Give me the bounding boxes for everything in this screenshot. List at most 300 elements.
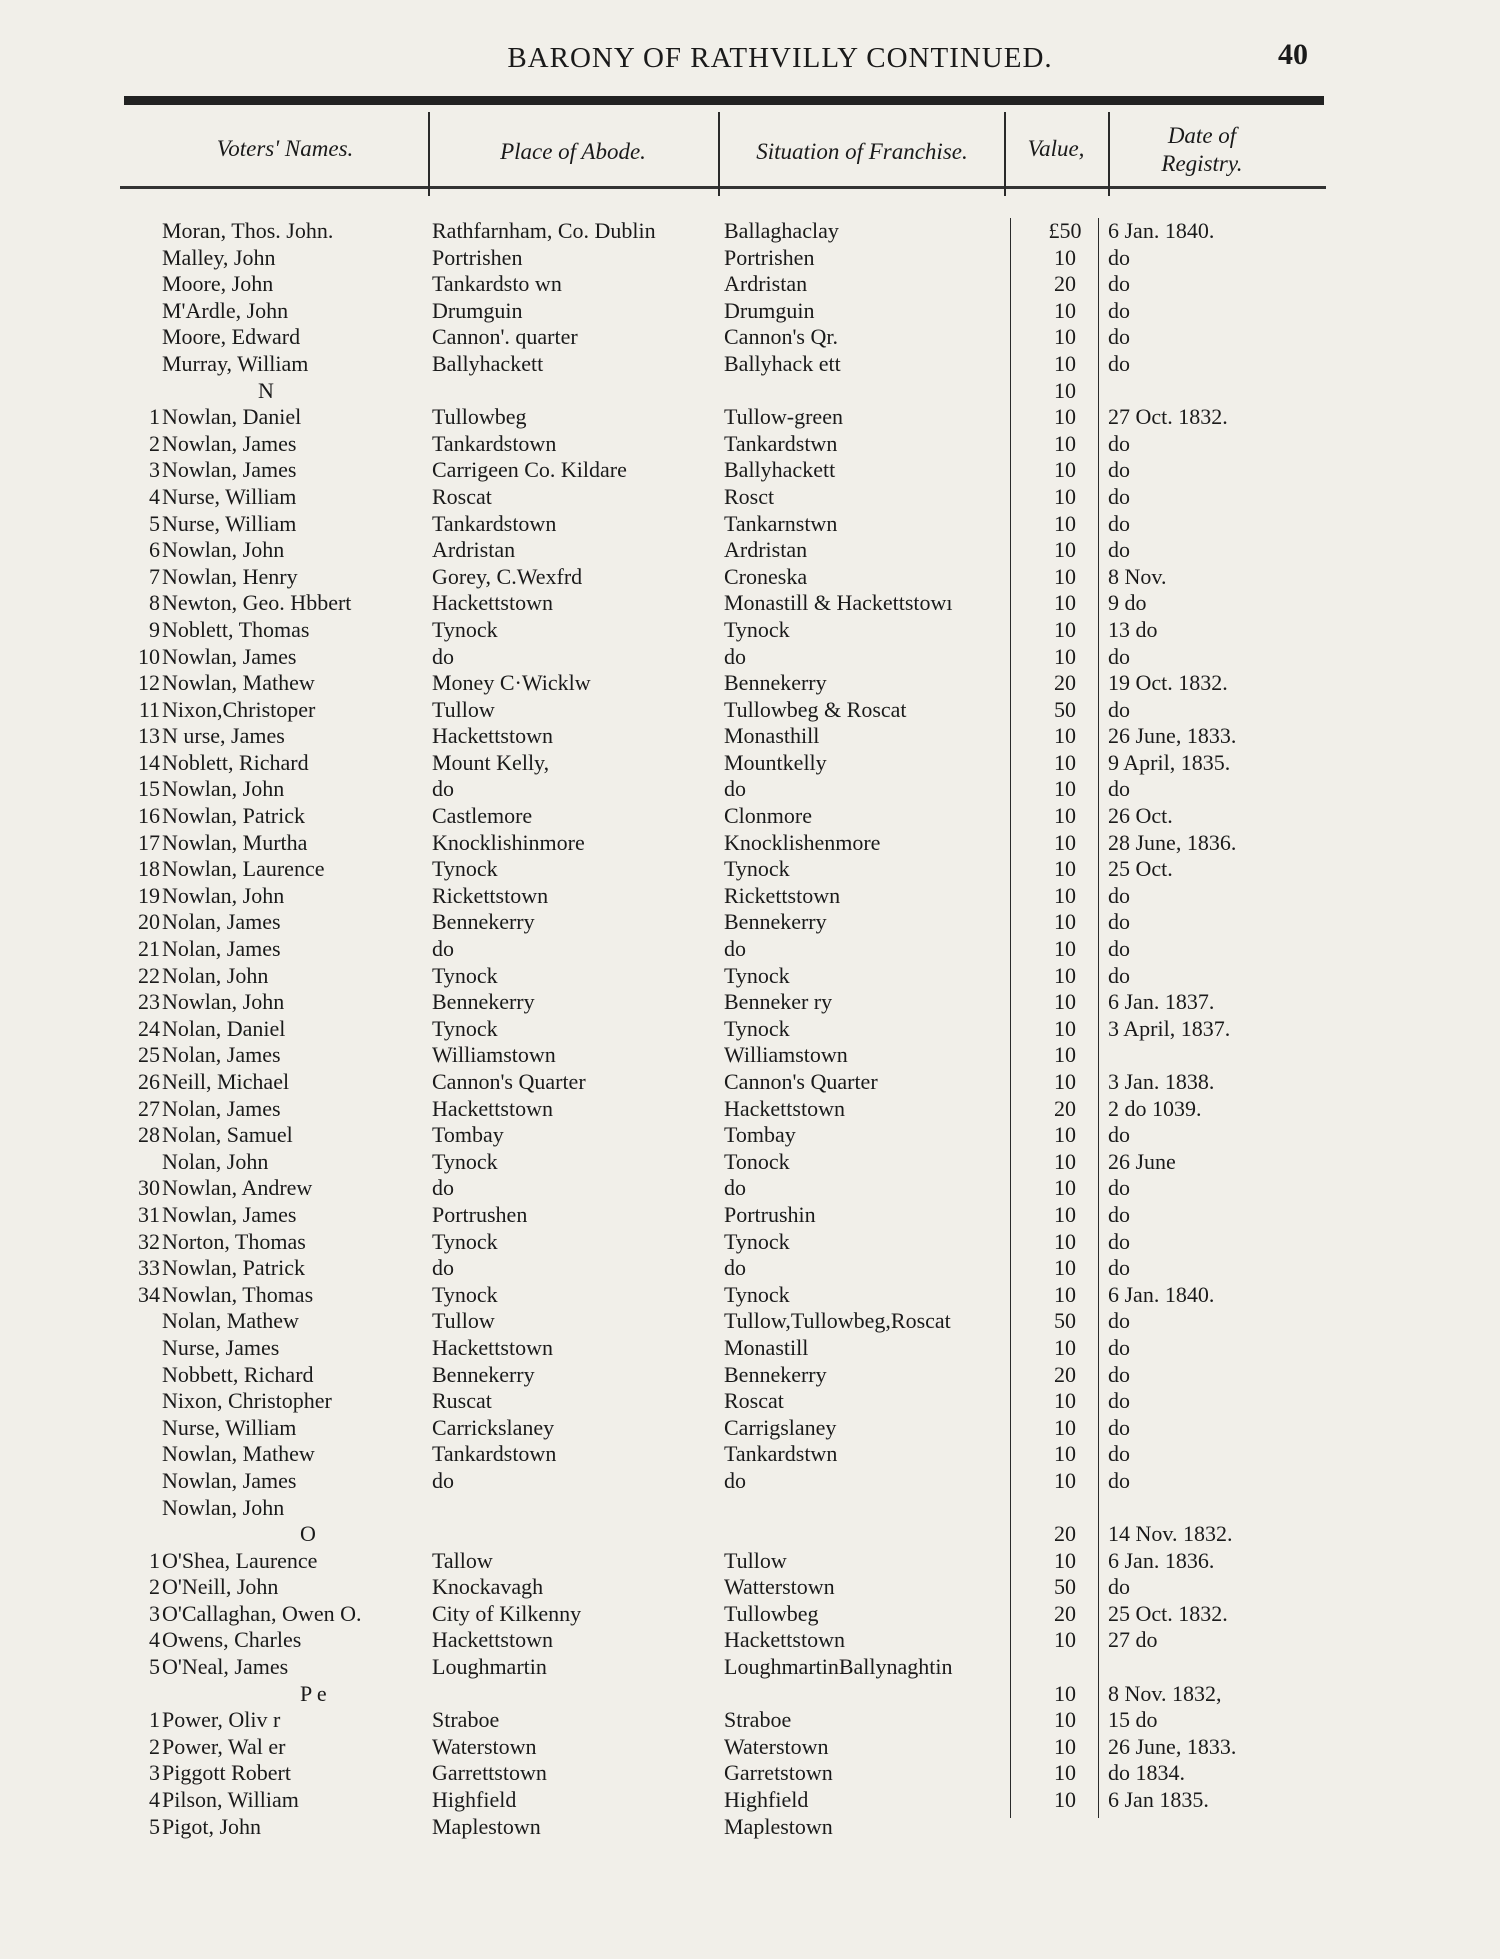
voter-number: 23 <box>138 989 160 1015</box>
voter-number: 2 <box>149 1574 160 1600</box>
voter-name: Nolan, Daniel <box>162 1015 286 1041</box>
voter-row <box>0 1149 1500 1176</box>
place-of-abode: Tankardstown <box>432 510 557 536</box>
voter-row <box>0 1069 1500 1096</box>
voter-row <box>0 617 1500 644</box>
franchise-value: 10 <box>1054 829 1076 855</box>
place-of-abode: Rathfarnham, Co. Dublin <box>432 218 656 243</box>
voter-name: Nurse, James <box>162 1334 280 1360</box>
voter-number: 30 <box>138 1175 160 1201</box>
franchise-situation: Waterstown <box>724 1733 829 1759</box>
voter-name: Nixon,Christoper <box>162 696 316 722</box>
voter-number: 2 <box>149 1733 160 1759</box>
place-of-abode: Portrushen <box>432 1201 528 1227</box>
registry-date: do <box>1108 350 1130 376</box>
franchise-situation: Hackettstown <box>724 1095 845 1121</box>
registry-date: do <box>1108 1467 1130 1493</box>
voter-name: Moran, Thos. John. <box>162 218 334 243</box>
franchise-value: 10 <box>1054 1201 1076 1227</box>
registry-date: 25 Oct. 1832. <box>1108 1600 1228 1626</box>
voter-number: 4 <box>149 1627 160 1653</box>
voter-name: Nowlan, Murtha <box>162 829 308 855</box>
voter-row <box>0 670 1500 697</box>
voter-name: Nolan, James <box>162 1042 281 1068</box>
franchise-value: 10 <box>1054 1733 1076 1759</box>
franchise-situation: do <box>724 776 746 802</box>
voter-number: 1 <box>149 404 160 430</box>
franchise-value: 20 <box>1054 1600 1076 1626</box>
voter-name: Nowlan, Andrew <box>162 1175 313 1201</box>
voter-row <box>0 1574 1500 1601</box>
voter-name: O <box>300 1521 316 1547</box>
voter-name: Nobbett, Richard <box>162 1361 314 1387</box>
voter-row <box>0 723 1500 750</box>
voter-row <box>0 1255 1500 1282</box>
franchise-situation: Tullowbeg <box>724 1600 819 1626</box>
voter-name: Nixon, Christopher <box>162 1388 332 1414</box>
voter-row <box>0 830 1500 857</box>
voter-name: O'Neill, John <box>162 1574 279 1600</box>
registry-date: do <box>1108 776 1130 802</box>
franchise-situation: Tynock <box>724 616 790 642</box>
voter-row <box>0 1734 1500 1761</box>
franchise-value: 10 <box>1054 244 1076 270</box>
registry-date: do <box>1108 1361 1130 1387</box>
franchise-situation: Tombay <box>724 1122 796 1148</box>
place-of-abode: Ballyhackett <box>432 350 544 376</box>
voter-name: Nowlan, John <box>162 989 285 1015</box>
franchise-value: 50 <box>1054 1574 1076 1600</box>
franchise-situation: Tullow,Tullowbeg,Roscat <box>724 1308 951 1334</box>
registry-date: 28 June, 1836. <box>1108 829 1237 855</box>
registry-date: do <box>1108 1122 1130 1148</box>
franchise-situation: Monasthill <box>724 723 820 749</box>
voter-row <box>0 644 1500 671</box>
header-rule <box>120 186 1326 189</box>
franchise-value: 10 <box>1054 563 1076 589</box>
voter-name: Nurse, William <box>162 510 297 536</box>
section-letter-row <box>0 378 1500 405</box>
franchise-value: 10 <box>1054 909 1076 935</box>
registry-date: do <box>1108 1334 1130 1360</box>
franchise-value: 10 <box>1054 962 1076 988</box>
registry-date: do <box>1108 962 1130 988</box>
place-of-abode: Tynock <box>432 1228 498 1254</box>
voter-row <box>0 989 1500 1016</box>
voter-name: Norton, Thomas <box>162 1228 306 1254</box>
voter-row <box>0 1814 1500 1841</box>
registry-date: 6 Jan. 1836. <box>1108 1547 1215 1573</box>
franchise-value: 10 <box>1054 1414 1076 1440</box>
voter-number: 3 <box>149 1600 160 1626</box>
voter-row <box>0 697 1500 724</box>
voter-number: 7 <box>149 563 160 589</box>
voter-name: Owens, Charles <box>162 1627 302 1653</box>
voter-row <box>0 1362 1500 1389</box>
franchise-value: 10 <box>1054 1787 1076 1813</box>
voter-name: Piggott Robert <box>162 1760 291 1786</box>
voter-number: 34 <box>138 1281 160 1307</box>
registry-date: do <box>1108 483 1130 509</box>
voter-number: 4 <box>149 483 160 509</box>
place-of-abode: Drumguin <box>432 297 523 323</box>
place-of-abode: Tullow <box>432 696 495 722</box>
franchise-situation: Mountkelly <box>724 749 827 775</box>
voter-row <box>0 564 1500 591</box>
voter-number: 17 <box>138 829 160 855</box>
place-of-abode: Knocklishinmore <box>432 829 585 855</box>
franchise-value: 10 <box>1054 590 1076 616</box>
voter-row <box>0 484 1500 511</box>
voter-row <box>0 856 1500 883</box>
franchise-value: 10 <box>1054 457 1076 483</box>
franchise-value: 10 <box>1054 1228 1076 1254</box>
voter-name: Nowlan, John <box>162 776 285 802</box>
franchise-situation: Watterstown <box>724 1574 835 1600</box>
franchise-situation: Tynock <box>724 1015 790 1041</box>
registry-date: do <box>1108 537 1130 563</box>
franchise-value: 10 <box>1054 1334 1076 1360</box>
voter-name: Nolan, James <box>162 909 281 935</box>
franchise-situation: Ardristan <box>724 537 808 563</box>
franchise-value: 10 <box>1054 1760 1076 1786</box>
voter-number: 15 <box>138 776 160 802</box>
franchise-situation: Garretstown <box>724 1760 833 1786</box>
registry-date: 15 do <box>1108 1707 1158 1733</box>
place-of-abode: Hackettstown <box>432 723 553 749</box>
voter-name: Nowlan, Patrick <box>162 803 305 829</box>
voter-row <box>0 1468 1500 1495</box>
franchise-situation: Carrigslaney <box>724 1414 837 1440</box>
registry-date: do <box>1108 1388 1130 1414</box>
voter-name: Nowlan, James <box>162 1467 297 1493</box>
voter-number: 22 <box>138 962 160 988</box>
voter-name: Nowlan, Patrick <box>162 1255 305 1281</box>
voter-number: 5 <box>149 510 160 536</box>
franchise-value: 10 <box>1054 1015 1076 1041</box>
place-of-abode: do <box>432 776 454 802</box>
registry-date: do <box>1108 643 1130 669</box>
franchise-situation: Rickettstown <box>724 882 841 908</box>
voter-name: Nowlan, Mathew <box>162 1441 315 1467</box>
registry-date: 8 Nov. <box>1108 563 1167 589</box>
franchise-value: £50 <box>1048 218 1082 243</box>
voter-number: 6 <box>149 537 160 563</box>
franchise-value: 20 <box>1054 271 1076 297</box>
voter-number: 19 <box>138 882 160 908</box>
franchise-value: 10 <box>1054 616 1076 642</box>
registry-date: do <box>1108 696 1130 722</box>
voter-name: Nowlan, John <box>162 882 285 908</box>
voter-row <box>0 776 1500 803</box>
voter-name: Murray, William <box>162 350 309 376</box>
voter-number: 18 <box>138 856 160 882</box>
registry-date: do <box>1108 297 1130 323</box>
franchise-value: 10 <box>1054 1175 1076 1201</box>
header-value: Value, <box>1027 136 1085 161</box>
place-of-abode: Tankardsto wn <box>432 271 562 297</box>
place-of-abode: Tullowbeg <box>432 404 527 430</box>
franchise-situation: Tonock <box>724 1148 790 1174</box>
franchise-situation: Tullow <box>724 1547 787 1573</box>
registry-date: do <box>1108 1414 1130 1440</box>
voter-name: Malley, John <box>162 244 276 270</box>
voter-name: N <box>258 377 274 403</box>
place-of-abode: do <box>432 936 454 962</box>
franchise-value: 10 <box>1054 1069 1076 1094</box>
place-of-abode: Roscat <box>432 483 492 509</box>
voter-row <box>0 537 1500 564</box>
place-of-abode: Hackettstown <box>432 1334 553 1360</box>
franchise-value: 10 <box>1054 350 1076 376</box>
voter-number: 3 <box>149 1760 160 1786</box>
registry-date: 26 June, 1833. <box>1108 723 1237 749</box>
franchise-situation: Tynock <box>724 962 790 988</box>
voter-name: Nowlan, Laurence <box>162 856 325 882</box>
voter-row <box>0 1441 1500 1468</box>
franchise-value: 10 <box>1054 643 1076 669</box>
place-of-abode: Hackettstown <box>432 590 553 616</box>
voter-number: 11 <box>138 696 160 722</box>
franchise-situation: Ballyhack ett <box>724 350 841 376</box>
voter-row <box>0 1787 1500 1814</box>
franchise-value: 10 <box>1054 377 1076 403</box>
franchise-situation: Cannon's Qr. <box>724 324 838 350</box>
voter-row <box>0 1388 1500 1415</box>
registry-date: 9 do <box>1108 590 1147 616</box>
page-title: BARONY OF RATHVILLY CONTINUED. <box>507 42 1053 74</box>
registry-date: do <box>1108 1574 1130 1600</box>
page-number: 40 <box>1278 38 1308 71</box>
voter-row <box>0 1548 1500 1575</box>
voter-row <box>0 298 1500 325</box>
franchise-situation: Hackettstown <box>724 1627 845 1653</box>
voter-row <box>0 1308 1500 1335</box>
voter-number: 28 <box>138 1122 160 1148</box>
franchise-situation: Tynock <box>724 1281 790 1307</box>
voter-number: 24 <box>138 1015 160 1041</box>
franchise-value: 10 <box>1054 882 1076 908</box>
header-voters-names: Voters' Names. <box>216 136 354 161</box>
column-divider-date <box>1108 112 1110 196</box>
franchise-value: 10 <box>1054 803 1076 829</box>
registry-date: 14 Nov. 1832. <box>1108 1521 1233 1547</box>
voter-number: 1 <box>149 1547 160 1573</box>
voter-row <box>0 271 1500 298</box>
voter-row <box>0 457 1500 484</box>
franchise-situation: Rosct <box>724 483 775 509</box>
franchise-situation: Tynock <box>724 856 790 882</box>
registry-date: 3 April, 1837. <box>1108 1015 1231 1041</box>
place-of-abode: Mount Kelly, <box>432 749 550 775</box>
franchise-value: 10 <box>1054 723 1076 749</box>
franchise-situation: Benneker ry <box>724 989 833 1015</box>
voter-name: Nowlan, Daniel <box>162 404 302 430</box>
franchise-value: 10 <box>1054 936 1076 962</box>
voter-name: Nowlan, James <box>162 457 297 483</box>
registry-date: do <box>1108 882 1130 908</box>
place-of-abode: Straboe <box>432 1707 500 1733</box>
voter-row <box>0 1175 1500 1202</box>
voter-row <box>0 1042 1500 1069</box>
voter-row <box>0 1707 1500 1734</box>
column-divider-abode <box>428 112 430 196</box>
voter-row <box>0 1627 1500 1654</box>
voter-number: 5 <box>149 1654 160 1680</box>
franchise-value: 50 <box>1054 1308 1076 1334</box>
franchise-value: 10 <box>1054 510 1076 536</box>
registry-date: do <box>1108 244 1130 270</box>
franchise-value: 10 <box>1054 1627 1076 1653</box>
franchise-value: 50 <box>1054 696 1076 722</box>
voter-name: Nolan, John <box>162 1148 269 1174</box>
voter-number: 26 <box>138 1069 160 1094</box>
franchise-situation: do <box>724 1467 746 1493</box>
voter-row <box>0 324 1500 351</box>
voter-name: O'Shea, Laurence <box>162 1547 318 1573</box>
place-of-abode: Tankardstown <box>432 1441 557 1467</box>
voter-name: Nowlan, James <box>162 430 297 456</box>
voter-name: Nurse, William <box>162 1414 297 1440</box>
place-of-abode: do <box>432 1255 454 1281</box>
franchise-situation: Bennekerry <box>724 1361 827 1387</box>
registry-date: do <box>1108 1201 1130 1227</box>
franchise-value: 20 <box>1054 1095 1076 1121</box>
franchise-situation: Tankardstwn <box>724 1441 838 1467</box>
voter-name: Nolan, Mathew <box>162 1308 299 1334</box>
place-of-abode: Hackettstown <box>432 1095 553 1121</box>
place-of-abode: Waterstown <box>432 1733 537 1759</box>
registry-date: 27 Oct. 1832. <box>1108 404 1228 430</box>
franchise-value: 10 <box>1054 1148 1076 1174</box>
franchise-value: 10 <box>1054 1255 1076 1281</box>
franchise-value: 10 <box>1054 776 1076 802</box>
franchise-value: 10 <box>1054 537 1076 563</box>
voter-name: Nowlan, John <box>162 1494 285 1520</box>
place-of-abode: Money C·Wicklw <box>432 670 591 696</box>
franchise-situation: Portrishen <box>724 244 815 270</box>
voter-row <box>0 1601 1500 1628</box>
registry-date: do <box>1108 1228 1130 1254</box>
section-letter-row <box>0 1521 1500 1548</box>
registry-date: do <box>1108 1255 1130 1281</box>
voter-row <box>0 1122 1500 1149</box>
place-of-abode: Portrishen <box>432 244 523 270</box>
franchise-situation: Tankarnstwn <box>724 510 838 536</box>
place-of-abode: Castlemore <box>432 803 533 829</box>
place-of-abode: do <box>432 643 454 669</box>
voter-number: 20 <box>138 909 160 935</box>
voter-name: Moore, Edward <box>162 324 301 350</box>
registry-date: 8 Nov. 1832, <box>1108 1680 1222 1706</box>
place-of-abode: Tombay <box>432 1122 504 1148</box>
voter-name: Nowlan, James <box>162 643 297 669</box>
voter-row <box>0 351 1500 378</box>
place-of-abode: Loughmartin <box>432 1654 547 1680</box>
place-of-abode: Rickettstown <box>432 882 549 908</box>
franchise-situation: Tullowbeg & Roscat <box>724 696 907 722</box>
header-date-line2: Registry. <box>1161 151 1243 176</box>
place-of-abode: Tynock <box>432 1148 498 1174</box>
voter-name: Nowlan, Mathew <box>162 670 315 696</box>
franchise-value: 10 <box>1054 324 1076 350</box>
registry-date: 2 do 1039. <box>1108 1095 1202 1121</box>
voter-row <box>0 803 1500 830</box>
voter-row <box>0 218 1500 245</box>
voter-row <box>0 245 1500 272</box>
registry-date: do <box>1108 1175 1130 1201</box>
voter-row <box>0 404 1500 431</box>
franchise-situation: Williamstown <box>724 1042 848 1068</box>
voter-name: P e <box>300 1680 327 1706</box>
voter-rows <box>0 218 1500 1840</box>
place-of-abode: Carrickslaney <box>432 1414 555 1440</box>
voter-name: O'Neal, James <box>162 1654 289 1680</box>
voter-number: 25 <box>138 1042 160 1068</box>
place-of-abode: Tynock <box>432 962 498 988</box>
voter-number: 27 <box>138 1095 160 1121</box>
place-of-abode: do <box>432 1467 454 1493</box>
franchise-value: 10 <box>1054 297 1076 323</box>
voter-number: 2 <box>149 430 160 456</box>
franchise-situation: Croneska <box>724 563 808 589</box>
franchise-situation: Roscat <box>724 1388 784 1414</box>
franchise-value: 10 <box>1054 856 1076 882</box>
franchise-situation: do <box>724 1255 746 1281</box>
registry-date: 6 Jan. 1840. <box>1108 1281 1215 1307</box>
registry-date: 6 Jan. 1837. <box>1108 989 1215 1015</box>
registry-date: do <box>1108 430 1130 456</box>
place-of-abode: Garrettstown <box>432 1760 547 1786</box>
place-of-abode: Maplestown <box>432 1813 541 1839</box>
franchise-situation: do <box>724 936 746 962</box>
voter-name: Power, Oliv r <box>162 1707 281 1733</box>
registry-date: do <box>1108 271 1130 297</box>
voter-number: 31 <box>138 1201 160 1227</box>
registry-date: 26 June, 1833. <box>1108 1733 1237 1759</box>
franchise-situation: Monastill <box>724 1334 809 1360</box>
franchise-situation: Ardristan <box>724 271 808 297</box>
voter-number: 21 <box>138 936 160 962</box>
voter-row <box>0 883 1500 910</box>
place-of-abode: Cannon'. quarter <box>432 324 578 350</box>
place-of-abode: Cannon's Quarter <box>432 1069 586 1094</box>
franchise-value: 10 <box>1054 749 1076 775</box>
franchise-situation: Tynock <box>724 1228 790 1254</box>
registry-date: 6 Jan. 1840. <box>1108 218 1215 243</box>
franchise-value: 10 <box>1054 1467 1076 1493</box>
voter-name: Nowlan, James <box>162 1201 297 1227</box>
franchise-situation: Ballaghaclay <box>724 218 839 243</box>
franchise-situation: Tullow-green <box>724 404 843 430</box>
place-of-abode: Hackettstown <box>432 1627 553 1653</box>
voter-row <box>0 1415 1500 1442</box>
voter-name: Nolan, James <box>162 936 281 962</box>
franchise-value: 10 <box>1054 1122 1076 1148</box>
franchise-value: 10 <box>1054 430 1076 456</box>
registry-date: do <box>1108 324 1130 350</box>
franchise-value: 10 <box>1054 404 1076 430</box>
place-of-abode: Tynock <box>432 1281 498 1307</box>
place-of-abode: Williamstown <box>432 1042 556 1068</box>
voter-row <box>0 1202 1500 1229</box>
place-of-abode: do <box>432 1175 454 1201</box>
franchise-situation: do <box>724 1175 746 1201</box>
franchise-situation: Portrushin <box>724 1201 816 1227</box>
franchise-value: 20 <box>1054 1521 1076 1547</box>
header-date-line1: Date of <box>1167 123 1237 148</box>
franchise-situation: Tankardstwn <box>724 430 838 456</box>
